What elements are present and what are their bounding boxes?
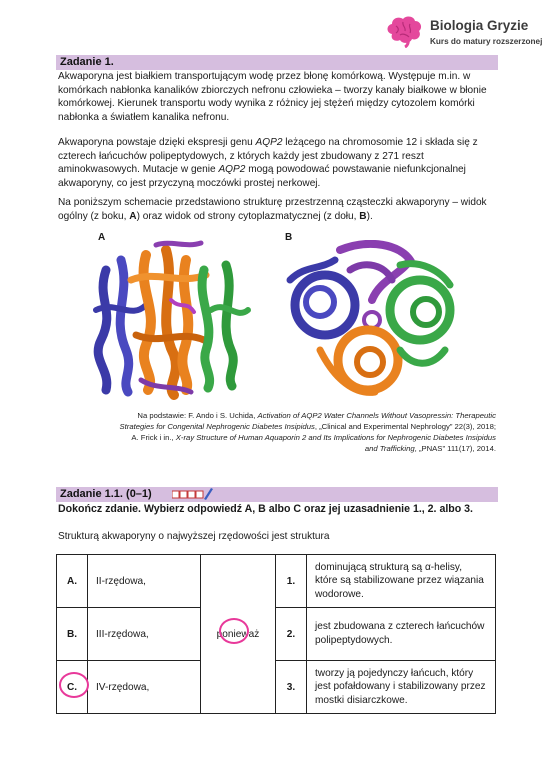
source-title-4: and Trafficking [364,444,415,453]
gene-name: AQP2 [255,137,283,148]
gene-text-3: mogą powodować powstawanie niefunkcjonalnej akwaporyny, co jest przyczyną moczówki prostej nerkowej. [58,164,466,189]
reason-text-2: jest zbudowana z czterech łańcuchów polipeptydowych. [307,608,496,661]
figure-label-a: A [98,232,106,243]
source-text-3: A. Frick i in., [131,433,176,442]
selected-answer-circle [59,672,89,698]
source-line-4 [60,443,496,454]
aquaporin-bottom-view [280,240,465,400]
fig-ref-a: A [129,210,137,222]
source-line-1 [60,410,496,421]
exam-skill-icon [172,487,214,501]
option-order-b: III-rzędowa, [88,608,201,661]
subtask-heading-bar [56,487,498,502]
instruction: Dokończ zdanie. Wybierz odpowiedź A, B albo C oraz jej uzasadnienie 1., 2. albo 3. [58,503,474,515]
fig-text-3: ). [366,210,373,222]
source-text-1: Na podstawie: F. Ando i S. Uchida, [137,411,258,420]
option-order-c: IV-rzędowa, [88,661,201,714]
aquaporin-side-view [86,240,256,400]
reason-number-3[interactable]: 3. [276,661,307,714]
answer-row [57,555,496,608]
source-title-3: X-ray Structure of Human Aquaporin 2 and Its Implications for Nephrogenic Diabetes Insipidus [175,433,496,442]
task-heading-bar [56,55,498,70]
figure-label-b: B [285,232,293,243]
selected-reason-circle [219,618,249,644]
answer-row [57,608,496,661]
reason-text-1: dominującą strukturą są α-helisy, które są stabilizowane przez wiązania wodorowe. [307,555,496,608]
reason-text-3: tworzy ją pojedynczy łańcuch, który jest pofałdowany i stabilizowany przez mostki disiarczkowe. [307,661,496,714]
because-cell: ponieważ [201,555,276,714]
option-letter-c[interactable]: C. [57,661,88,714]
option-letter-b[interactable]: B. [57,608,88,661]
source-title-2: Strategies for Congenital Nephrogenic Diabetes Insipidus [119,422,315,431]
fig-ref-b: B [359,210,367,222]
gene-text-1: Akwaporyna powstaje dzięki ekspresji genu [58,137,256,148]
logo-title: Biologia Gryzie [430,18,529,33]
fig-text-1: Na poniższym schemacie przedstawiono strukturę przestrzenną cząsteczki akwaporyny – widok ogólny (z boku, [58,197,487,222]
option-order-a: II-rzędowa, [88,555,201,608]
subtask-heading: Zadanie 1.1. (0–1) [60,488,152,500]
intro-paragraph: Akwaporyna jest białkiem transportującym wodę przez błonę komórkową. Występuje m.in. w komórkach nabłonka kanalików zbiorczych nefronu człowieka – tworzy kanały białkowe w błonie komórkowej. Kierunek transportu wody wynika z różnicy jej stężeń między cytozolem komórki nabłonka a światłem kanalika nefronu. [58,71,487,123]
logo-subtitle: Kurs do matury rozszerzonej [430,37,543,46]
question-lead: Strukturą akwaporyny o najwyższej rzędowości jest struktura [58,531,330,542]
logo [384,14,544,54]
answer-row [57,661,496,714]
gene-name-2: AQP2 [218,164,246,176]
brain-icon [384,14,424,48]
option-letter-a[interactable]: A. [57,555,88,608]
reason-number-2[interactable]: 2. [276,608,307,661]
gene-text-2: leżącego na chromosomie 12 i składa się z czterech łańcuchów polipeptydowych, z których każdy jest zbudowany z 271 reszt aminokwasowych. Mutacje w genie [58,137,478,176]
source-text-2: , „Clinical and Experimental Nephrology” 22(3), 2018; [314,422,496,431]
source-line-2 [60,421,496,432]
source-line-3 [60,432,496,443]
task-heading: Zadanie 1. [60,56,114,68]
gene-paragraph [58,136,496,190]
source-title-1: Activation of AQP2 Water Channels Without Vasopressin: Therapeutic [257,411,496,420]
fig-text-2: ) oraz widok od strony cytoplazmatycznej (z dołu, [136,210,360,222]
reason-number-1[interactable]: 1. [276,555,307,608]
source-text-4: , „PNAS” 111(17), 2014. [414,444,496,453]
answer-table [56,554,496,714]
figure-intro-paragraph [58,196,496,223]
